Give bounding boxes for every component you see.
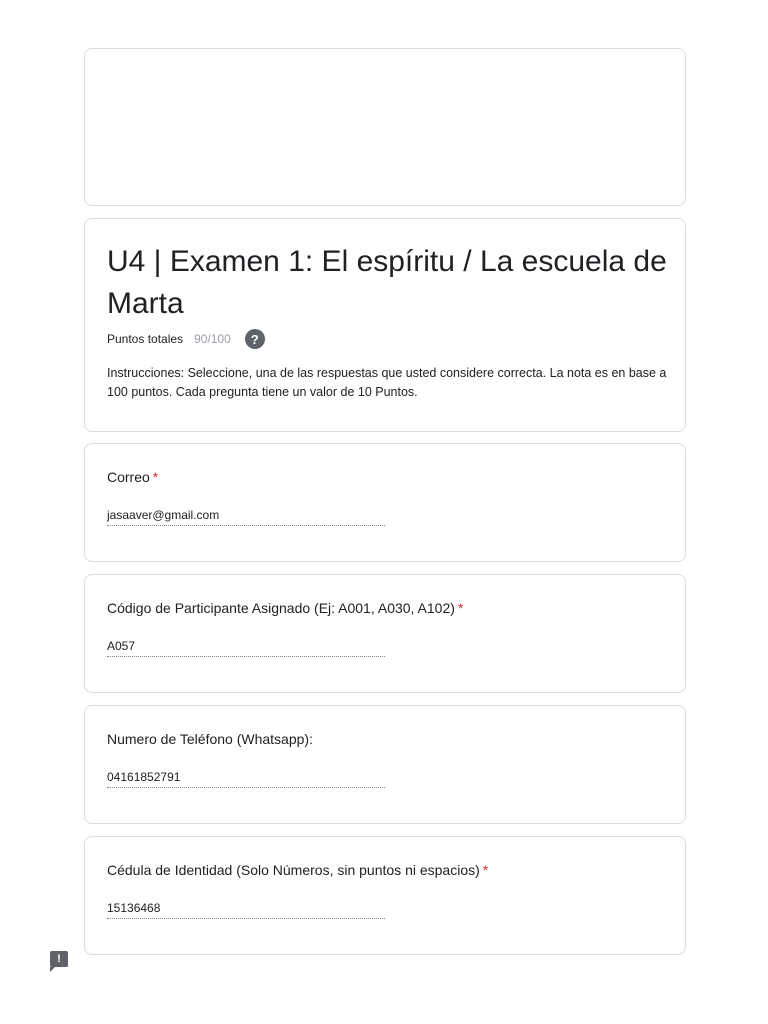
feedback-icon-glyph: !: [57, 953, 61, 965]
question-card-id-number: [84, 836, 686, 955]
question-label: [107, 469, 158, 485]
question-label-text: Cédula de Identidad (Solo Números, sin puntos ni espacios): [107, 862, 480, 878]
form-title-card: [84, 218, 686, 432]
total-points-value: 90/100: [194, 332, 231, 346]
question-card-phone: [84, 705, 686, 824]
email-field[interactable]: jasaaver@gmail.com: [107, 506, 385, 526]
total-points-row: [107, 327, 265, 351]
phone-field[interactable]: 04161852791: [107, 768, 385, 788]
question-label: [107, 862, 488, 878]
id-number-field[interactable]: 15136468: [107, 899, 385, 919]
question-label-text: Numero de Teléfono (Whatsapp):: [107, 731, 313, 747]
required-asterisk: *: [482, 862, 489, 878]
total-points-label: Puntos totales: [107, 332, 184, 346]
question-card-email: [84, 443, 686, 562]
form-description: Instrucciones: Seleccione, una de las respuestas que usted considere correcta. La nota es en base a 100 puntos. Cada pregunta tiene un valor de 10 Puntos.: [107, 366, 667, 399]
question-label: [107, 731, 316, 747]
required-asterisk: *: [457, 600, 464, 616]
question-label-text: Correo: [107, 469, 150, 485]
feedback-icon[interactable]: [50, 951, 68, 967]
help-circle-icon[interactable]: ?: [245, 329, 265, 349]
question-label-text: Código de Participante Asignado (Ej: A001, A030, A102): [107, 600, 455, 616]
form-title: U4 | Examen 1: El espíritu / La escuela de Marta: [107, 245, 667, 320]
participant-code-field[interactable]: A057: [107, 637, 385, 657]
question-card-participant-code: [84, 574, 686, 693]
required-asterisk: *: [152, 469, 159, 485]
header-image-card: [84, 48, 686, 206]
question-label: [107, 600, 463, 616]
